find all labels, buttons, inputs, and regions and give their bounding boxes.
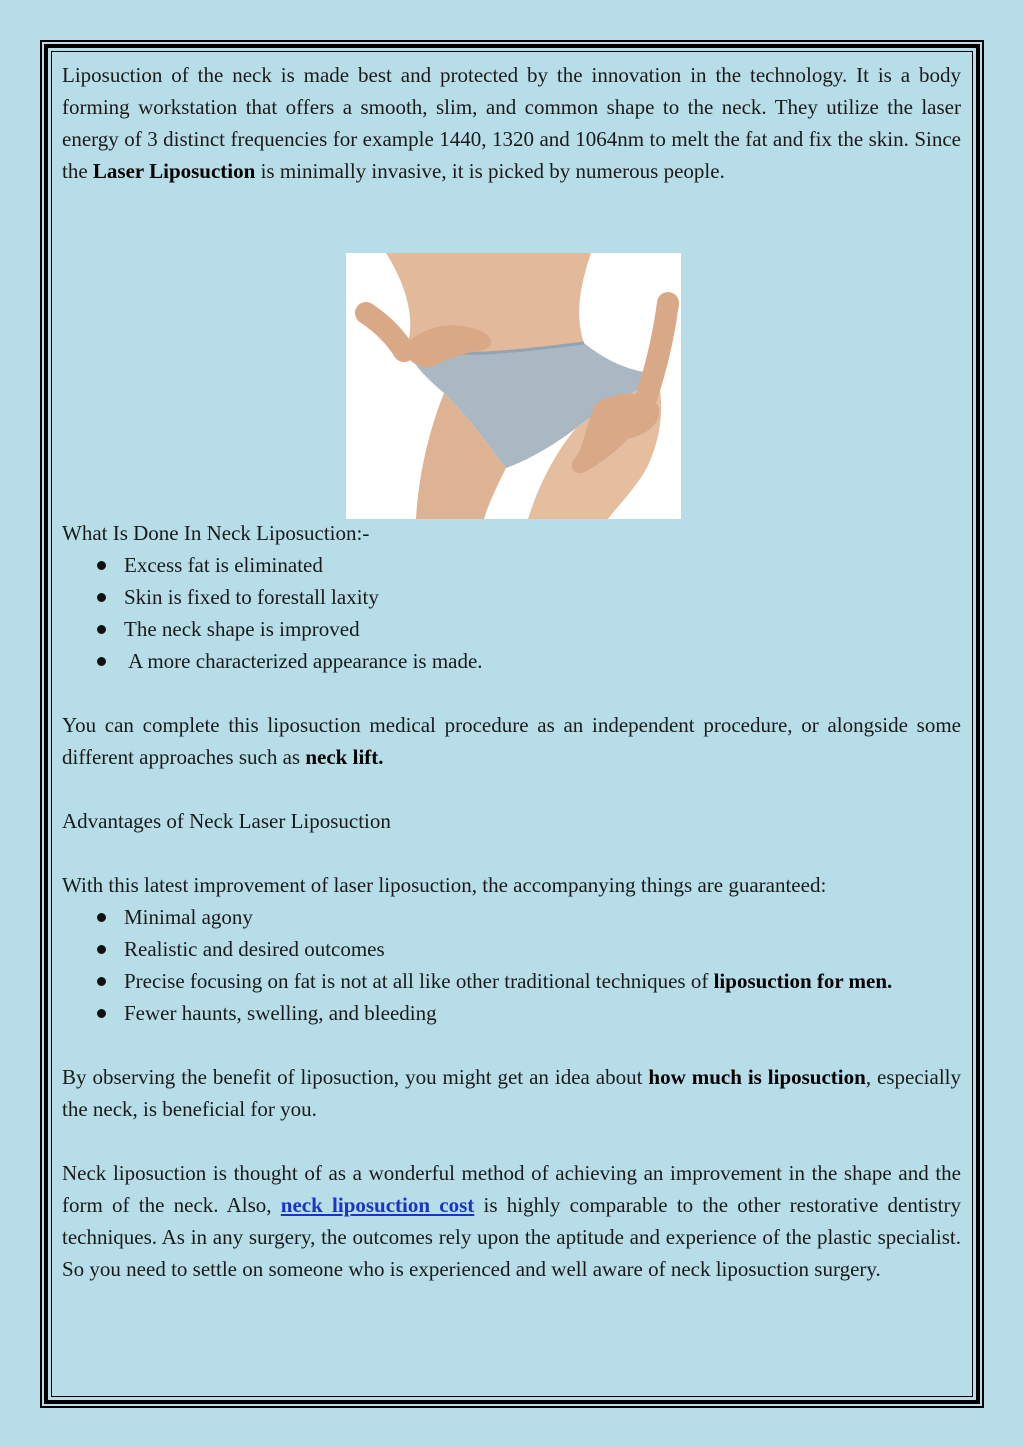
- section2-list: [62, 901, 961, 1029]
- section2-intro: With this latest improvement of laser liposuction, the accompanying things are guaranteed:: [62, 873, 827, 897]
- procedure-text: You can complete this liposuction medical procedure as an independent procedure, or alongside some different approaches such as: [62, 713, 961, 769]
- list-item: [62, 965, 961, 997]
- list-item-text: Excess fat is eliminated: [124, 553, 323, 577]
- benefit-paragraph: [62, 1061, 961, 1125]
- neck-liposuction-cost-link[interactable]: neck liposuction cost: [280, 1193, 475, 1217]
- bullet-icon: [97, 561, 106, 570]
- section1-heading: What Is Done In Neck Liposuction:-: [62, 521, 370, 545]
- list-item: [62, 581, 961, 613]
- list-item: [62, 933, 961, 965]
- section1-list: [62, 549, 961, 677]
- bullet-icon: [97, 977, 106, 986]
- thigh-fat-photo: [346, 253, 681, 519]
- list-item-text: Fewer haunts, swelling, and bleeding: [124, 1001, 437, 1025]
- benefit-text: By observing the benefit of liposuction, you might get an idea about: [62, 1065, 649, 1089]
- list-item: [62, 613, 961, 645]
- procedure-paragraph: [62, 709, 961, 773]
- closing-text: Neck liposuction is thought of as a wonderful method of achieving an improvement in the shape and the form of the neck. Also,: [62, 1161, 961, 1217]
- list-item-text: The neck shape is improved: [124, 617, 360, 641]
- liposuction-for-men-bold: liposuction for men.: [713, 969, 893, 993]
- spacer: [62, 1125, 961, 1157]
- spacer: [62, 837, 961, 869]
- list-item: [62, 997, 961, 1029]
- intro-text-end: is minimally invasive, it is picked by numerous people.: [255, 159, 725, 183]
- bullet-icon: [97, 945, 106, 954]
- list-item-text: Realistic and desired outcomes: [124, 937, 385, 961]
- section2-heading: Advantages of Neck Laser Liposuction: [62, 809, 391, 833]
- bullet-icon: [97, 625, 106, 634]
- bullet-icon: [97, 593, 106, 602]
- intro-text: Liposuction of the neck is made best and protected by the innovation in the technology. It is a body forming workstation that offers a smooth, slim, and common shape to the neck. They utilize the laser energy of 3 distinct frequencies for example 1440, 1320 and 1064nm to melt the fat and fix the skin. Since the: [62, 63, 961, 183]
- list-item-text: A more characterized appearance is made.: [124, 649, 483, 673]
- photo-illustration: [346, 253, 681, 519]
- bullet-icon: [97, 913, 106, 922]
- spacer: [62, 1029, 961, 1061]
- closing-paragraph: [62, 1157, 961, 1285]
- list-item: [62, 901, 961, 933]
- benefit-text-end: , especially the neck, is beneficial for you.: [62, 1065, 961, 1121]
- spacer: [62, 773, 961, 805]
- document-body: [62, 59, 961, 1285]
- list-item: [62, 549, 961, 581]
- how-much-bold: how much is liposuction: [648, 1065, 866, 1089]
- bullet-icon: [97, 657, 106, 666]
- closing-text-end: is highly comparable to the other restorative dentistry techniques. As in any surgery, the outcomes rely upon the aptitude and experience of the plastic specialist. So you need to settle on someone who is experienced and well aware of neck liposuction surgery.: [62, 1193, 962, 1281]
- list-item-text: Precise focusing on fat is not at all like other traditional techniques of: [124, 969, 714, 993]
- spacer: [62, 677, 961, 709]
- list-item-text: Minimal agony: [124, 905, 253, 929]
- list-item: [62, 645, 961, 677]
- intro-paragraph: [62, 59, 961, 187]
- laser-liposuction-bold: Laser Liposuction: [92, 159, 256, 183]
- bullet-icon: [97, 1009, 106, 1018]
- list-item-text: Skin is fixed to forestall laxity: [124, 585, 379, 609]
- neck-lift-bold: neck lift.: [305, 745, 384, 769]
